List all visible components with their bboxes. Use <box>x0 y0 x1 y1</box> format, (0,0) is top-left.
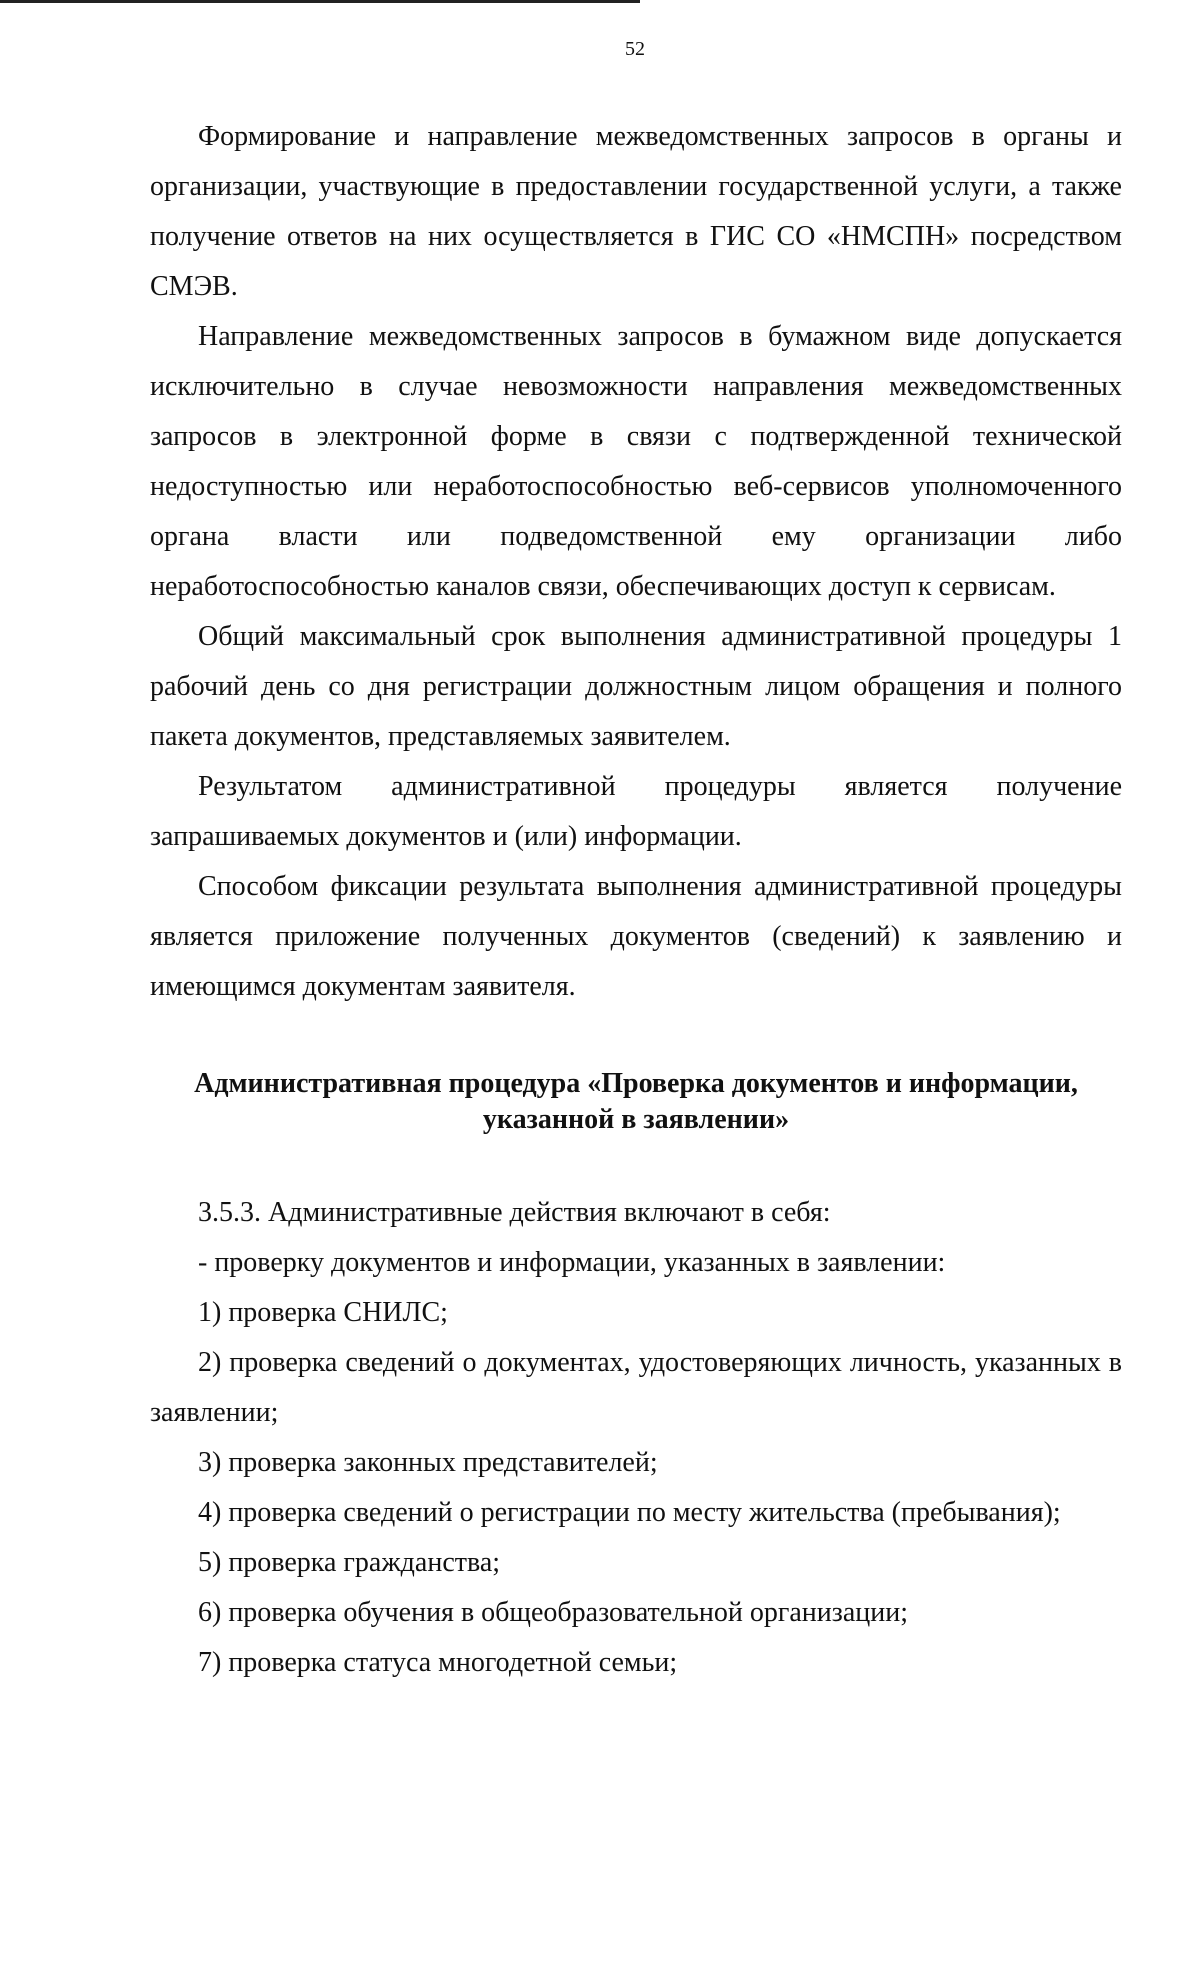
list-item-school-education: 6) проверка обучения в общеобразовательной организации; <box>198 1597 908 1628</box>
list-item-legal-representatives: 3) проверка законных представителей; <box>198 1447 658 1478</box>
paragraph-fixation-method: Способом фиксации результата выполнения административной процедуры является приложение полученных документов (сведений) к заявлению и имеющимся документам заявителя. <box>150 871 1122 1002</box>
paragraph-result: Результатом административной процедуры является получение запрашиваемых документов и (или) информации. <box>150 771 1122 852</box>
page-number: 52 <box>625 38 645 60</box>
paragraph-paper-requests: Направление межведомственных запросов в бумажном виде допускается исключительно в случае невозможности направления межведомственных запросов в электронной форме в связи с подтвержденной технической недоступностью или неработоспособностью веб-сервисов уполномоченного органа власти или подведомственной ему организации либо неработоспособностью каналов связи, обеспечивающих доступ к сервисам. <box>150 321 1122 602</box>
list-item-check-docs: - проверку документов и информации, указанных в заявлении: <box>198 1247 946 1278</box>
document-body <box>150 112 1122 1688</box>
list-item-registration: 4) проверка сведений о регистрации по месту жительства (пребывания); <box>198 1497 1061 1528</box>
top-scan-rule <box>0 0 640 3</box>
section-heading <box>150 1066 1122 1138</box>
paragraph-max-term: Общий максимальный срок выполнения административной процедуры 1 рабочий день со дня регистрации должностным лицом обращения и полного пакета документов, представляемых заявителем. <box>150 621 1122 752</box>
section-heading-line-2: указанной в заявлении» <box>482 1104 790 1135</box>
list-item-citizenship: 5) проверка гражданства; <box>198 1547 501 1578</box>
paragraph-interagency-requests: Формирование и направление межведомственных запросов в органы и организации, участвующие в предоставлении государственной услуги, а также получение ответов на них осуществляется в ГИС СО «НМСПН» посредством СМЭВ. <box>150 121 1122 302</box>
list-item-large-family: 7) проверка статуса многодетной семьи; <box>198 1647 678 1678</box>
list-item-snils: 1) проверка СНИЛС; <box>198 1297 448 1328</box>
list-item-identity-docs: 2) проверка сведений о документах, удостоверяющих личность, указанных в заявлении; <box>150 1347 1122 1428</box>
section-heading-line-1: Административная процедура «Проверка документов и информации, <box>194 1068 1078 1099</box>
list-item-actions-intro: 3.5.3. Административные действия включают в себя: <box>198 1197 831 1228</box>
